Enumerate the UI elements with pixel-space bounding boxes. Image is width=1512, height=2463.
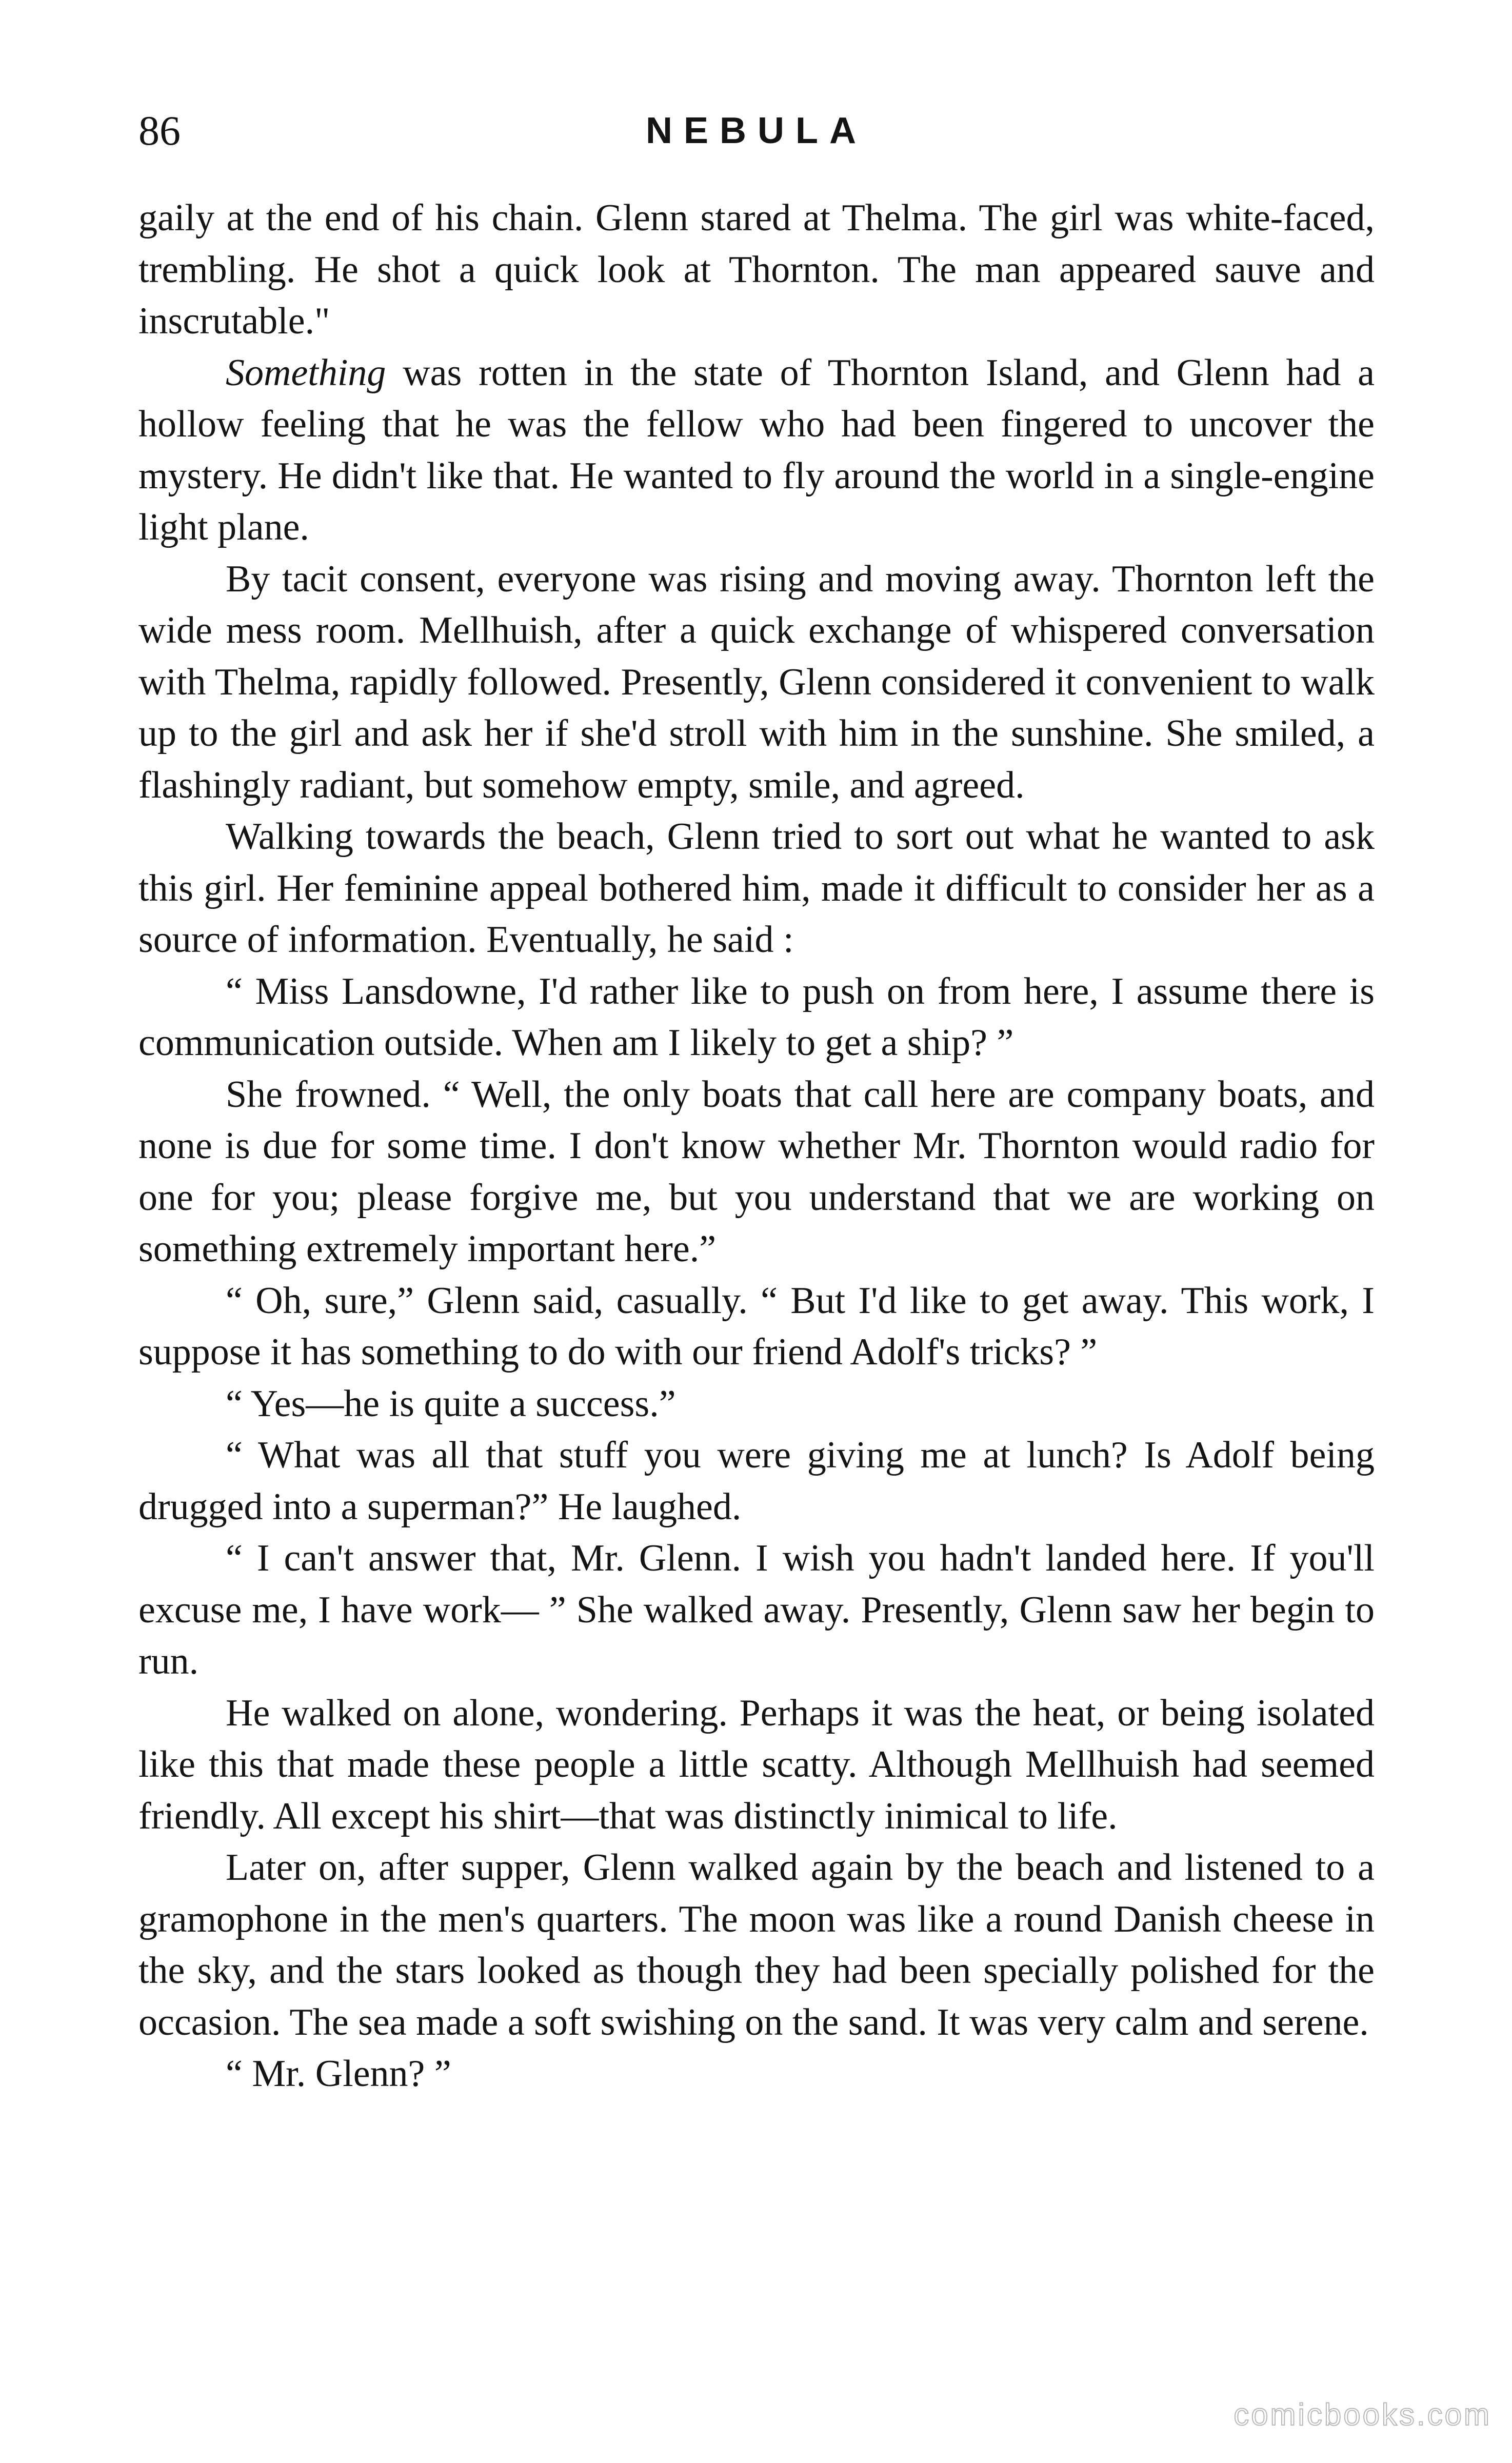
paragraph-12: Later on, after supper, Glenn walked again by the beach and listened to a gramophone in the men's quarters. The moon was like a round Danish cheese in the sky, and the stars looked as though they had been specially polished for the occasion. The sea made a soft swishing on the sand. It was very calm and serene.	[138, 1846, 1375, 2043]
paragraph-4: Walking towards the beach, Glenn tried to sort out what he wanted to ask this girl. Her feminine appeal bothered him, made it difficult to consider her as a source of information. Eventually, he said :	[138, 816, 1375, 961]
page-header	[138, 103, 1375, 174]
paragraph-8: “ Yes—he is quite a success.”	[226, 1382, 676, 1425]
watermark: comicbooks.com	[1234, 2397, 1491, 2432]
paragraph-5: “ Miss Lansdowne, I'd rather like to push on from here, I assume there is communication outside. When am I likely to get a ship? ”	[138, 970, 1375, 1064]
paragraph-3: By tacit consent, everyone was rising and moving away. Thornton left the wide mess room. Mellhuish, after a quick exchange of whispered conversation with Thelma, rapidly followed. Presently, Glenn considered it convenient to walk up to the girl and ask her if she'd stroll with him in the sunshine. She smiled, a flashingly radiant, but somehow empty, smile, and agreed.	[138, 558, 1375, 806]
page-number: 86	[138, 107, 181, 154]
running-title: NEBULA	[646, 110, 867, 151]
paragraph-10: “ I can't answer that, Mr. Glenn. I wish you hadn't landed here. If you'll excuse me, I have work— ” She walked away. Presently, Glenn saw her begin to run.	[138, 1537, 1375, 1682]
paragraph-13: “ Mr. Glenn? ”	[226, 2053, 451, 2095]
paragraph-6: She frowned. “ Well, the only boats that call here are company boats, and none is due for some time. I don't know whether Mr. Thornton would radio for one for you; please forgive me, but you understand that we are working on something extremely important here.”	[138, 1073, 1375, 1270]
paragraph-2: Something was rotten in the state of Thornton Island, and Glenn had a hollow feeling that he was the fellow who had been fingered to uncover the mystery. He didn't like that. He wanted to fly around the world in a single-engine light plane.	[138, 351, 1375, 548]
paragraph-9: “ What was all that stuff you were giving me at lunch? Is Adolf being drugged into a superman?” He laughed.	[138, 1434, 1375, 1528]
paragraph-1: gaily at the end of his chain. Glenn stared at Thelma. The girl was white-faced, trembling. He shot a quick look at Thornton. The man appeared sauve and inscrutable."	[138, 197, 1375, 342]
italic-lead: Something	[226, 351, 386, 394]
paragraph-7: “ Oh, sure,” Glenn said, casually. “ But I'd like to get away. This work, I suppose it has something to do with our friend Adolf's tricks? ”	[138, 1279, 1375, 1373]
text-body	[138, 192, 1375, 2100]
paragraph-11: He walked on alone, wondering. Perhaps it was the heat, or being isolated like this that made these people a little scatty. Although Mellhuish had seemed friendly. All except his shirt—that was distinctly inimical to life.	[138, 1692, 1375, 1837]
